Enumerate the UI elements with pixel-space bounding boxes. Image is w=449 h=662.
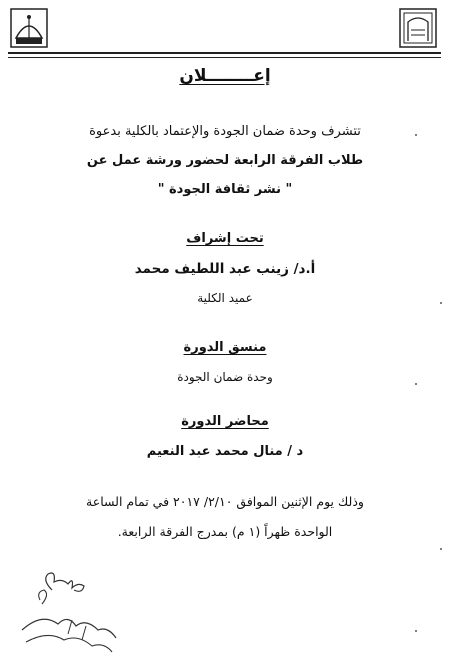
supervision-heading: تحت إشراف <box>186 231 264 246</box>
margin-mark <box>440 548 442 550</box>
coordinator-heading: منسق الدورة <box>183 340 267 355</box>
lecturer-heading: محاضر الدورة <box>181 414 269 429</box>
supervisor-name: أ.د/ زينب عبد اللطيف محمد <box>134 261 316 277</box>
university-emblem-icon <box>10 8 48 48</box>
margin-mark <box>440 302 442 304</box>
announcement-title: إعــــــــلان <box>179 66 271 86</box>
header-divider <box>8 52 441 58</box>
lecturer-name: د / منال محمد عبد النعيم <box>146 444 304 459</box>
handwritten-signature-icon <box>12 560 122 660</box>
workshop-topic: " نشر ثقافة الجودة " <box>157 182 293 197</box>
date-line-2: الواحدة ظهراً (١ م) بمدرج الفرقة الرابعة. <box>117 524 333 539</box>
date-line-1: وذلك يوم الإثنين الموافق ٢/١٠/ ٢٠١٧ في تمام الساعة <box>86 494 364 509</box>
faculty-building-icon <box>399 8 437 48</box>
margin-mark <box>415 383 417 385</box>
margin-mark <box>415 134 417 136</box>
margin-mark <box>415 630 417 632</box>
coordinator-unit: وحدة ضمان الجودة <box>177 370 273 384</box>
invitation-line-1: تتشرف وحدة ضمان الجودة والإعتماد بالكلية بدعوة <box>89 124 361 139</box>
supervisor-title: عميد الكلية <box>197 291 253 305</box>
invitation-line-2: طلاب الفرقة الرابعة لحضور ورشة عمل عن <box>86 153 364 168</box>
